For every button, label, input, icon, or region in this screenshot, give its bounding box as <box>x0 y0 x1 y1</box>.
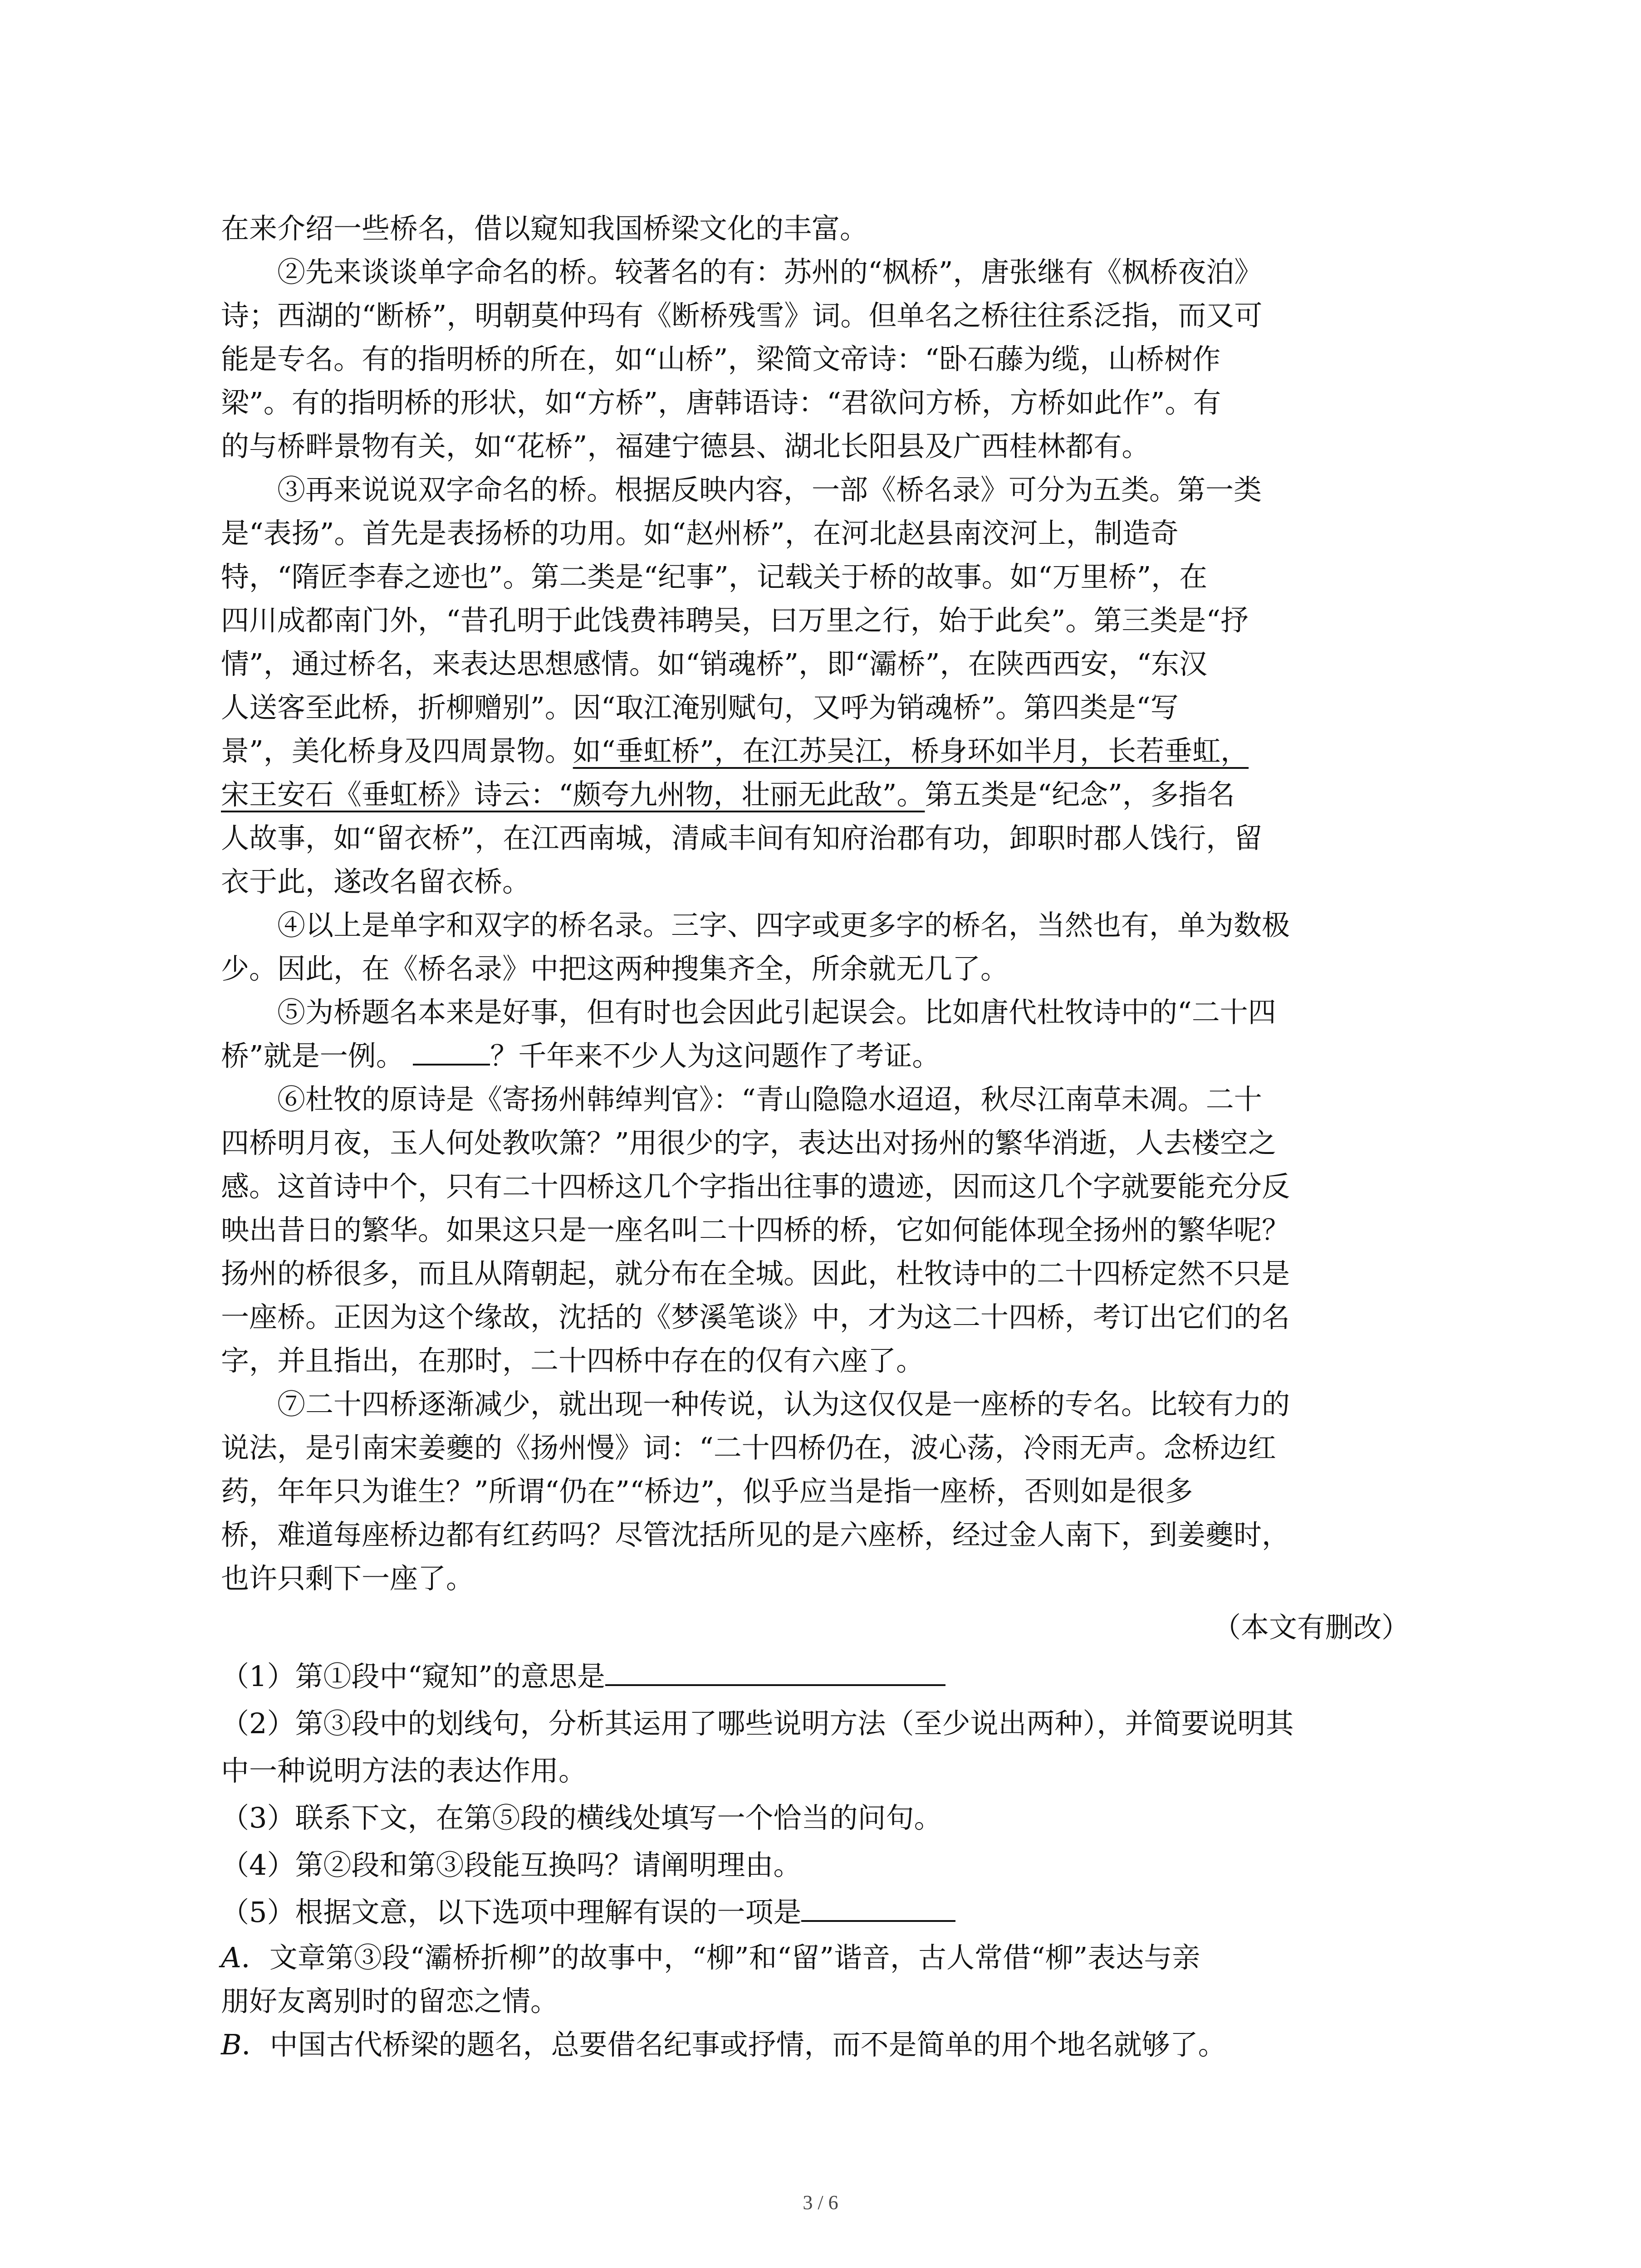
question: （3）联系下文，在第⑤段的横线处填写一个恰当的问句。 <box>221 1801 942 1834</box>
option-text: ．文章第③段“灞桥折柳”的故事中，“柳”和“留”谐音，古人常借“柳”表达与亲 <box>241 1941 1200 1974</box>
passage-line: 扬州的桥很多，而且从隋朝起，就分布在全城。因此，杜牧诗中的二十四桥定然不只是 <box>221 1257 1290 1290</box>
passage-line: ⑦二十四桥逐渐减少，就出现一种传说，认为这仅仅是一座桥的专名。比较有力的 <box>277 1388 1290 1421</box>
passage-line <box>221 1034 1410 1078</box>
passage-line: 人故事，如“留衣桥”，在江西南城，清咸丰间有知府治郡有功，卸职时郡人饯行，留 <box>221 821 1263 855</box>
option-letter: B <box>221 2028 242 2061</box>
passage-line: 少。因此，在《桥名录》中把这两种搜集齐全，所余就无几了。 <box>221 952 1009 985</box>
underlined-sentence: 如“垂虹桥”，在江苏吴江，桥身环如半月，长若垂虹， <box>573 734 1249 767</box>
option-b[interactable] <box>221 2023 1410 2067</box>
passage-line: 也许只剩下一座了。 <box>221 1562 475 1595</box>
fill-in-blank[interactable] <box>413 1063 490 1066</box>
passage-line: 字，并且指出，在那时，二十四桥中存在的仅有六座了。 <box>221 1344 925 1377</box>
passage-line: 桥，难道每座桥边都有红药吗？尽管沈括所见的是六座桥，经过金人南下，到姜夔时， <box>221 1518 1290 1551</box>
passage <box>221 207 1410 1600</box>
passage-line: 人送客至此桥，折柳赠别”。因“取江淹别赋句，又呼为销魂桥”。第四类是“写 <box>221 691 1179 724</box>
passage-line: ③再来说说双字命名的桥。根据反映内容，一部《桥名录》可分为五类。第一类 <box>277 473 1262 506</box>
passage-line: 能是专名。有的指明桥的所在，如“山桥”，梁简文帝诗：“卧石藤为缆，山桥树作 <box>221 342 1221 376</box>
passage-line: ④以上是单字和双字的桥名录。三字、四字或更多字的桥名，当然也有，单为数极 <box>277 909 1290 942</box>
passage-line: 四川成都南门外，“昔孔明于此饯费祎聘吴，曰万里之行，始于此矣”。第三类是“抒 <box>221 604 1249 637</box>
passage-line: 诗；西湖的“断桥”，明朝莫仲玛有《断桥残雪》词。但单名之桥往往系泛指，而又可 <box>221 299 1263 332</box>
passage-line: 是“表扬”。首先是表扬桥的功用。如“赵州桥”，在河北赵县南洨河上，制造奇 <box>221 517 1179 550</box>
passage-line: 药，年年只为谁生？”所谓“仍在”“桥边”，似乎应当是指一座桥，否则如是很多 <box>221 1475 1193 1508</box>
question-text: （1）第①段中“窥知”的意思是 <box>221 1660 605 1693</box>
source-note: （本文有删改） <box>1212 1611 1410 1644</box>
plain-text: ？千年来不少人为这问题作了考证。 <box>490 1039 941 1072</box>
option-text: ．中国古代桥梁的题名，总要借名纪事或抒情，而不是简单的用个地名就够了。 <box>241 2028 1226 2061</box>
passage-line: ②先来谈谈单字命名的桥。较著名的有：苏州的“枫桥”，唐张继有《枫桥夜泊》 <box>277 255 1263 288</box>
document-page <box>221 207 1410 2067</box>
passage-line: 四桥明月夜，玉人何处教吹箫？”用很少的字，表达出对扬州的繁华消逝，人去楼空之 <box>221 1126 1276 1159</box>
question <box>221 1653 1410 1700</box>
passage-line: 映出昔日的繁华。如果这只是一座名叫二十四桥的桥，它如何能体现全扬州的繁华呢？ <box>221 1213 1290 1246</box>
questions <box>221 1653 1410 1936</box>
question: （2）第③段中的划线句，分析其运用了哪些说明方法（至少说出两种），并简要说明其 <box>221 1707 1294 1740</box>
options <box>221 1936 1410 2067</box>
passage-line: 衣于此，遂改名留衣桥。 <box>221 865 531 898</box>
page-number: 3 / 6 <box>803 2191 838 2214</box>
passage-line: 的与桥畔景物有关，如“花桥”，福建宁德县、湖北长阳县及广西桂林都有。 <box>221 430 1150 463</box>
question: （4）第②段和第③段能互换吗？请阐明理由。 <box>221 1848 802 1882</box>
option-letter: A <box>221 1941 241 1974</box>
option-a-continued: 朋好友离别时的留恋之情。 <box>221 1984 559 2018</box>
passage-line: 感。这首诗中个，只有二十四桥这几个字指出往事的遗迹，因而这几个字就要能充分反 <box>221 1170 1290 1203</box>
plain-text: 桥”就是一例。 <box>221 1039 404 1072</box>
answer-blank[interactable] <box>605 1684 945 1686</box>
passage-line: ⑥杜牧的原诗是《寄扬州韩绰判官》：“青山隐隐水迢迢，秋尽江南草未凋。二十 <box>277 1083 1262 1116</box>
passage-line: 特，“隋匠李春之迹也”。第二类是“纪事”，记载关于桥的故事。如“万里桥”，在 <box>221 560 1208 593</box>
plain-text: 景”，美化桥身及四周景物。 <box>221 734 573 767</box>
option-a[interactable] <box>221 1936 1410 1980</box>
passage-line <box>221 729 1410 773</box>
question-text: （5）根据文意，以下选项中理解有误的一项是 <box>221 1896 802 1929</box>
passage-line: 在来介绍一些桥名，借以窥知我国桥梁文化的丰富。 <box>221 212 868 245</box>
underlined-sentence: 宋王安石《垂虹桥》诗云：“颇夸九州物，壮丽无此敌”。 <box>221 778 925 811</box>
answer-blank[interactable] <box>801 1920 955 1922</box>
passage-line: 说法，是引南宋姜夔的《扬州慢》词：“二十四桥仍在，波心荡，冷雨无声。念桥边红 <box>221 1431 1276 1464</box>
passage-line: ⑤为桥题名本来是好事，但有时也会因此引起误会。比如唐代杜牧诗中的“二十四 <box>277 996 1276 1029</box>
plain-text: 第五类是“纪念”，多指名 <box>925 778 1235 811</box>
question <box>221 1889 1410 1936</box>
question: 中一种说明方法的表达作用。 <box>221 1754 587 1787</box>
passage-line: 情”，通过桥名，来表达思想感情。如“销魂桥”，即“灞桥”，在陕西西安，“东汉 <box>221 647 1208 680</box>
passage-line <box>221 773 1410 816</box>
passage-line: 一座桥。正因为这个缘故，沈括的《梦溪笔谈》中，才为这二十四桥，考订出它们的名 <box>221 1300 1290 1334</box>
passage-line: 梁”。有的指明桥的形状，如“方桥”，唐韩语诗：“君欲问方桥，方桥如此作”。有 <box>221 386 1221 419</box>
